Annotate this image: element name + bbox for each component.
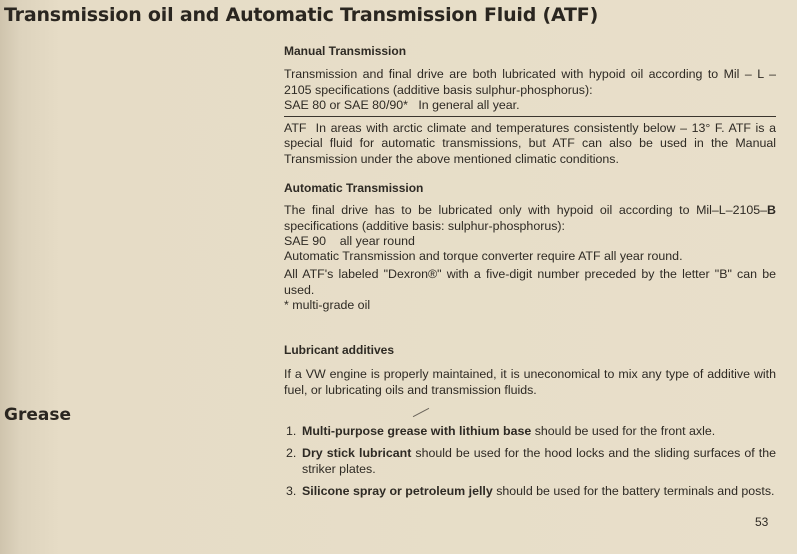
automatic-text-bold: B xyxy=(767,203,776,218)
list-item-text: should be used for the battery terminals and posts. xyxy=(492,483,775,498)
pen-mark xyxy=(413,408,429,417)
automatic-atf-line: Automatic Transmission and torque converter require ATF all year round. xyxy=(284,249,683,264)
list-item-text: should be used for the hood locks and the sliding surfaces of the striker plates. xyxy=(302,446,776,476)
list-item xyxy=(284,424,776,439)
dexron-text: All ATF's labeled "Dexron®" with a five-digit number preceded by the letter "B" can be used. xyxy=(284,267,776,297)
page-number: 53 xyxy=(755,515,769,529)
list-item-bold: Dry stick lubricant xyxy=(302,446,412,461)
grease-heading: Grease xyxy=(4,405,71,425)
automatic-transmission-text xyxy=(284,203,776,234)
lubricant-additives-text: If a VW engine is properly maintained, it is uneconomical to mix any type of additive with fuel, or lubricating oils and transmission fluids. xyxy=(284,367,776,397)
list-item-bold: Silicone spray or petroleum jelly xyxy=(302,483,493,498)
list-number: 1. xyxy=(286,424,297,438)
footnote: * multi-grade oil xyxy=(284,298,371,313)
list-item xyxy=(284,484,776,499)
list-item xyxy=(284,446,776,477)
automatic-text-part2: specifications (additive basis: sulphur-phosphorus): xyxy=(284,218,565,233)
manual-transmission-sae: SAE 80 or SAE 80/90* In general all year. xyxy=(284,97,520,112)
automatic-text-part1: The final drive has to be lubricated only with hypoid oil according to Mil–L–2105– xyxy=(284,203,768,218)
atf-note-section xyxy=(284,121,780,167)
grease-list xyxy=(284,424,776,499)
grease-section xyxy=(284,424,776,499)
lubricant-additives-heading: Lubricant additives xyxy=(284,343,395,357)
automatic-transmission-heading: Automatic Transmission xyxy=(284,181,424,195)
page-title: Transmission oil and Automatic Transmission Fluid (ATF) xyxy=(4,4,599,26)
automatic-transmission-section xyxy=(284,181,776,313)
manual-transmission-section xyxy=(284,44,776,113)
section-divider xyxy=(284,116,776,117)
list-number: 2. xyxy=(286,446,297,461)
manual-transmission-text: Transmission and final drive are both lubricated with hypoid oil according to Mil – L – 2105 specifications (additive basis sulphur-phosphorus): xyxy=(284,67,776,97)
list-item-bold: Multi-purpose grease with lithium base xyxy=(302,424,532,438)
atf-note-text: ATF In areas with arctic climate and temperatures consistently below – 13° F. ATF is a special fluid for automatic transmissions, but ATF can also be used in the Manual Transmission under the above mentioned climatic conditions. xyxy=(284,121,780,166)
list-item-text: should be used for the front axle. xyxy=(531,424,716,438)
list-number: 3. xyxy=(286,483,297,498)
lubricant-additives-section xyxy=(284,343,776,398)
manual-transmission-heading: Manual Transmission xyxy=(284,44,407,58)
automatic-sae: SAE 90 all year round xyxy=(284,233,415,248)
